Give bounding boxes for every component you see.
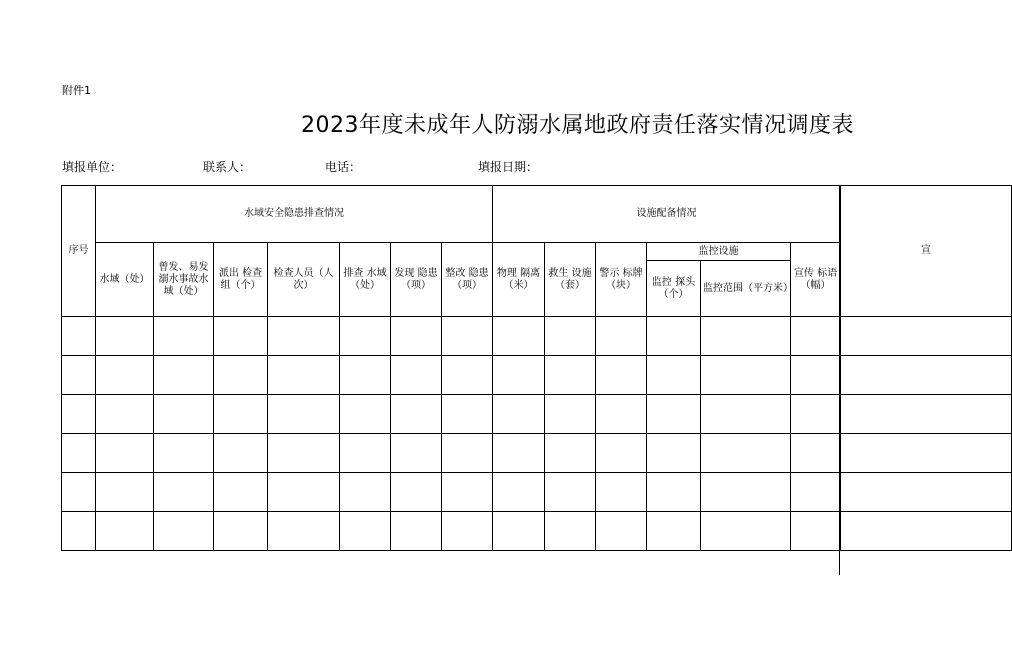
table-cell[interactable] xyxy=(62,473,96,512)
table-cell[interactable] xyxy=(214,395,268,434)
col-water-area: 水域（处） xyxy=(96,243,154,317)
table-cell[interactable] xyxy=(62,434,96,473)
table-cell[interactable] xyxy=(701,356,791,395)
col-coverage: 监控范围（平方米） xyxy=(701,261,791,317)
table-cell[interactable] xyxy=(391,317,442,356)
table-row xyxy=(62,317,1012,356)
table-cell[interactable] xyxy=(791,473,841,512)
table-cell[interactable] xyxy=(596,395,647,434)
table-cell[interactable] xyxy=(340,395,391,434)
table-cell[interactable] xyxy=(268,434,340,473)
group-facilities-header: 设施配备情况 xyxy=(493,186,841,243)
table-cell[interactable] xyxy=(154,473,214,512)
table-cell[interactable] xyxy=(154,512,214,551)
fill-date-label: 填报日期： xyxy=(478,160,539,174)
report-table xyxy=(61,185,1012,551)
col-fixed-hazards: 整改 隐患（项） xyxy=(442,243,493,317)
table-cell[interactable] xyxy=(596,317,647,356)
table-cell[interactable] xyxy=(391,512,442,551)
table-cell[interactable] xyxy=(442,473,493,512)
group-water-safety-header: 水域安全隐患排查情况 xyxy=(96,186,493,243)
table-cell[interactable] xyxy=(701,395,791,434)
table-cell[interactable] xyxy=(96,473,154,512)
table-cell[interactable] xyxy=(96,512,154,551)
table-cell[interactable] xyxy=(340,317,391,356)
table-cell[interactable] xyxy=(214,512,268,551)
table-cell[interactable] xyxy=(154,434,214,473)
table-cell[interactable] xyxy=(545,395,596,434)
table-cell[interactable] xyxy=(493,512,545,551)
table-cell[interactable] xyxy=(545,317,596,356)
table-cell[interactable] xyxy=(442,317,493,356)
fill-unit-label: 填报单位： xyxy=(62,160,123,174)
table-cell[interactable] xyxy=(62,395,96,434)
table-cell[interactable] xyxy=(596,512,647,551)
table-cell[interactable] xyxy=(545,356,596,395)
table-cell[interactable] xyxy=(62,317,96,356)
col-isolation: 物理 隔离（米） xyxy=(493,243,545,317)
table-cell[interactable] xyxy=(391,434,442,473)
table-row xyxy=(62,395,1012,434)
table-cell[interactable] xyxy=(391,356,442,395)
table-cell[interactable] xyxy=(596,356,647,395)
table-cell[interactable] xyxy=(340,473,391,512)
col-inspectors: 检查人员（人次） xyxy=(268,243,340,317)
page-title: 2023年度未成年人防溺水属地政府责任落实情况调度表 xyxy=(301,113,854,138)
table-row xyxy=(62,473,1012,512)
table-cell[interactable] xyxy=(96,395,154,434)
table-cell[interactable] xyxy=(96,434,154,473)
table-cell[interactable] xyxy=(391,473,442,512)
table-cell[interactable] xyxy=(442,434,493,473)
table-cell[interactable] xyxy=(647,317,701,356)
table-cell[interactable] xyxy=(596,473,647,512)
col-warning-signs: 警示 标牌（块） xyxy=(596,243,647,317)
table-body xyxy=(62,317,1012,551)
table-cell[interactable] xyxy=(791,512,841,551)
table-cell[interactable] xyxy=(841,356,1012,395)
table-cell[interactable] xyxy=(391,395,442,434)
table-cell[interactable] xyxy=(154,317,214,356)
table-cell[interactable] xyxy=(493,473,545,512)
table-cell[interactable] xyxy=(791,395,841,434)
table-cell[interactable] xyxy=(545,434,596,473)
table-cell[interactable] xyxy=(214,473,268,512)
table-cell[interactable] xyxy=(701,434,791,473)
fill-phone-label: 电话： xyxy=(325,160,362,174)
table-cell[interactable] xyxy=(442,395,493,434)
col-slogans: 宣传 标语（幅） xyxy=(791,243,841,317)
table-cell[interactable] xyxy=(340,434,391,473)
table-cell[interactable] xyxy=(647,356,701,395)
table-cell[interactable] xyxy=(154,395,214,434)
table-cell[interactable] xyxy=(841,512,1012,551)
table-cell[interactable] xyxy=(647,395,701,434)
table-cell[interactable] xyxy=(96,317,154,356)
table-cell[interactable] xyxy=(442,356,493,395)
serial-header: 序号 xyxy=(62,186,96,317)
table-row xyxy=(62,512,1012,551)
table-row xyxy=(62,434,1012,473)
table-cell[interactable] xyxy=(154,356,214,395)
table-cell[interactable] xyxy=(214,317,268,356)
attachment-label: 附件1 xyxy=(62,84,91,97)
table-cell[interactable] xyxy=(268,512,340,551)
table-cell[interactable] xyxy=(791,356,841,395)
table-cell[interactable] xyxy=(214,434,268,473)
table-cell[interactable] xyxy=(545,473,596,512)
table-cell[interactable] xyxy=(841,395,1012,434)
table-cell[interactable] xyxy=(268,395,340,434)
table-cell[interactable] xyxy=(791,317,841,356)
table-cell[interactable] xyxy=(841,434,1012,473)
table-cell[interactable] xyxy=(493,434,545,473)
table-cell[interactable] xyxy=(493,317,545,356)
table-cell[interactable] xyxy=(701,512,791,551)
table-cell[interactable] xyxy=(545,512,596,551)
col-accident-prone: 曾发、易发溺水事故水域（处） xyxy=(154,243,214,317)
table-cell[interactable] xyxy=(442,512,493,551)
table-cell[interactable] xyxy=(268,473,340,512)
col-found-hazards: 发现 隐患（项） xyxy=(391,243,442,317)
table-cell[interactable] xyxy=(340,356,391,395)
table-cell[interactable] xyxy=(701,317,791,356)
table-cell[interactable] xyxy=(340,512,391,551)
table-cell[interactable] xyxy=(647,512,701,551)
table-cell[interactable] xyxy=(841,473,1012,512)
table-clip-edge xyxy=(839,185,840,575)
table-cell[interactable] xyxy=(214,356,268,395)
col-cameras: 监控 探头（个） xyxy=(647,261,701,317)
fill-info-row xyxy=(62,158,839,178)
title-area xyxy=(0,104,854,144)
table-cell[interactable] xyxy=(647,473,701,512)
table-cell[interactable] xyxy=(268,356,340,395)
table-cell[interactable] xyxy=(493,395,545,434)
col-rescue: 救生 设施（套） xyxy=(545,243,596,317)
group-next-header: 宣 xyxy=(841,186,1012,317)
table-cell[interactable] xyxy=(62,356,96,395)
table-row xyxy=(62,356,1012,395)
table-cell[interactable] xyxy=(62,512,96,551)
table-cell[interactable] xyxy=(701,473,791,512)
table-cell[interactable] xyxy=(493,356,545,395)
table-cell[interactable] xyxy=(791,434,841,473)
table-cell[interactable] xyxy=(596,434,647,473)
table-cell[interactable] xyxy=(268,317,340,356)
col-checked-waters: 排查 水域（处） xyxy=(340,243,391,317)
table-cell[interactable] xyxy=(96,356,154,395)
subgroup-monitoring-header: 监控设施 xyxy=(647,243,791,261)
table-cell[interactable] xyxy=(647,434,701,473)
fill-contact-label: 联系人： xyxy=(203,160,252,174)
col-inspection-groups: 派出 检查组（个） xyxy=(214,243,268,317)
report-table-viewport xyxy=(61,185,932,575)
table-cell[interactable] xyxy=(841,317,1012,356)
